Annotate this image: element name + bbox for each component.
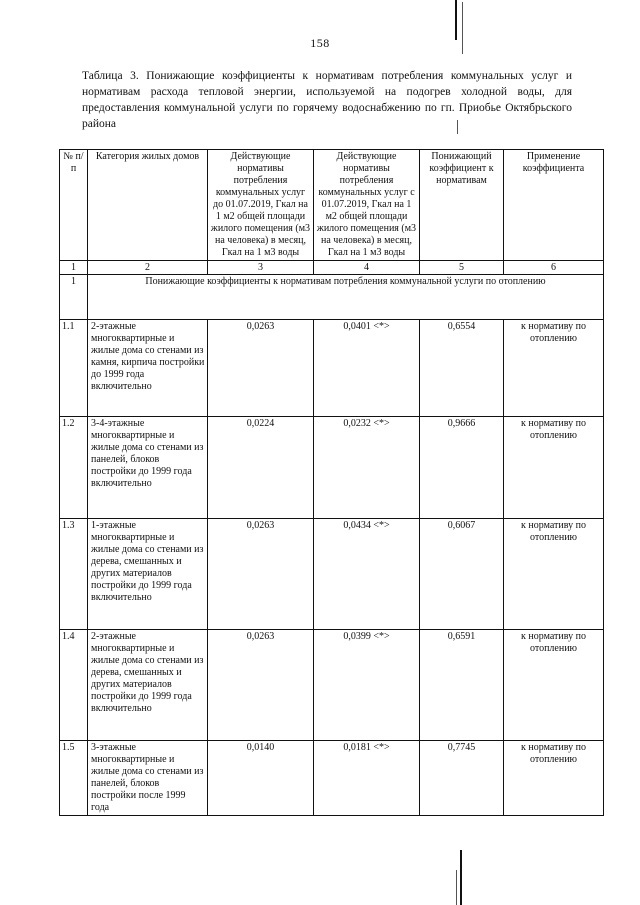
row-norm-after: 0,0232 <*> bbox=[314, 417, 420, 519]
row-norm-after: 0,0181 <*> bbox=[314, 741, 420, 816]
scan-mark bbox=[455, 0, 457, 40]
row-norm-before: 0,0140 bbox=[208, 741, 314, 816]
coefficients-table bbox=[59, 149, 604, 816]
row-norm-before: 0,0263 bbox=[208, 630, 314, 741]
table-row bbox=[60, 417, 604, 519]
row-norm-before: 0,0224 bbox=[208, 417, 314, 519]
row-category: 2-этажные многоквартирные и жилые дома со стенами из дерева, смешанных и других материалов постройки до 1999 года включительно bbox=[88, 630, 208, 741]
table-row bbox=[60, 630, 604, 741]
row-coefficient: 0,6591 bbox=[420, 630, 504, 741]
header-norm-before: Действующие нормативы потребления коммунальных услуг до 01.07.2019, Гкал на 1 м2 общей площади жилого помещения (м3 на человека) в месяц, Гкал на 1 м3 воды bbox=[208, 150, 314, 261]
header-coefficient: Понижающий коэффициент к нормативам bbox=[420, 150, 504, 261]
row-norm-after: 0,0399 <*> bbox=[314, 630, 420, 741]
row-application: к нормативу по отоплению bbox=[504, 320, 604, 417]
row-number: 1.2 bbox=[60, 417, 88, 519]
column-number: 1 bbox=[60, 261, 88, 275]
column-number: 5 bbox=[420, 261, 504, 275]
row-category: 2-этажные многоквартирные и жилые дома со стенами из камня, кирпича постройки до 1999 года включительно bbox=[88, 320, 208, 417]
table-row bbox=[60, 519, 604, 630]
row-number: 1.1 bbox=[60, 320, 88, 417]
column-number: 3 bbox=[208, 261, 314, 275]
header-num: № п/п bbox=[60, 150, 88, 261]
row-norm-before: 0,0263 bbox=[208, 320, 314, 417]
row-category: 3-4-этажные многоквартирные и жилые дома со стенами из панелей, блоков постройки до 1999 года включительно bbox=[88, 417, 208, 519]
row-application: к нормативу по отоплению bbox=[504, 417, 604, 519]
row-coefficient: 0,6554 bbox=[420, 320, 504, 417]
column-number: 6 bbox=[504, 261, 604, 275]
section-title: Понижающие коэффициенты к нормативам потребления коммунальной услуги по отоплению bbox=[88, 275, 604, 320]
table-caption: Таблица 3. Понижающие коэффициенты к нормативам потребления коммунальных услуг и нормативам расхода тепловой энергии, используемой на подогрев холодной воды, для предоставления коммунальной услуги по горячему водоснабжению по гп. Приобье Октябрьского района bbox=[82, 70, 572, 130]
page-number: 158 bbox=[310, 36, 330, 50]
row-category: 3-этажные многоквартирные и жилые дома со стенами из панелей, блоков постройки после 1999 года bbox=[88, 741, 208, 816]
row-coefficient: 0,9666 bbox=[420, 417, 504, 519]
scan-mark bbox=[462, 2, 463, 54]
header-norm-after: Действующие нормативы потребления коммунальных услуг с 01.07.2019, Гкал на 1 м2 общей площади жилого помещения (м3 на человека) в месяц, Гкал на 1 м3 воды bbox=[314, 150, 420, 261]
column-number: 2 bbox=[88, 261, 208, 275]
table-header-row bbox=[60, 150, 604, 261]
row-category: 1-этажные многоквартирные и жилые дома со стенами из дерева, смешанных и других материалов постройки до 1999 года включительно bbox=[88, 519, 208, 630]
table-row bbox=[60, 741, 604, 816]
row-application: к нормативу по отоплению bbox=[504, 519, 604, 630]
row-norm-after: 0,0401 <*> bbox=[314, 320, 420, 417]
row-norm-after: 0,0434 <*> bbox=[314, 519, 420, 630]
header-category: Категория жилых домов bbox=[88, 150, 208, 261]
scan-mark bbox=[460, 850, 462, 905]
row-coefficient: 0,7745 bbox=[420, 741, 504, 816]
row-application: к нормативу по отоплению bbox=[504, 630, 604, 741]
column-number: 4 bbox=[314, 261, 420, 275]
row-number: 1.3 bbox=[60, 519, 88, 630]
section-row bbox=[60, 275, 604, 320]
header-application: Применение коэффициента bbox=[504, 150, 604, 261]
row-norm-before: 0,0263 bbox=[208, 519, 314, 630]
row-number: 1.4 bbox=[60, 630, 88, 741]
row-application: к нормативу по отоплению bbox=[504, 741, 604, 816]
row-number: 1.5 bbox=[60, 741, 88, 816]
scan-mark bbox=[456, 870, 457, 905]
table-row bbox=[60, 320, 604, 417]
row-coefficient: 0,6067 bbox=[420, 519, 504, 630]
section-number: 1 bbox=[60, 275, 88, 320]
column-number-row bbox=[60, 261, 604, 275]
